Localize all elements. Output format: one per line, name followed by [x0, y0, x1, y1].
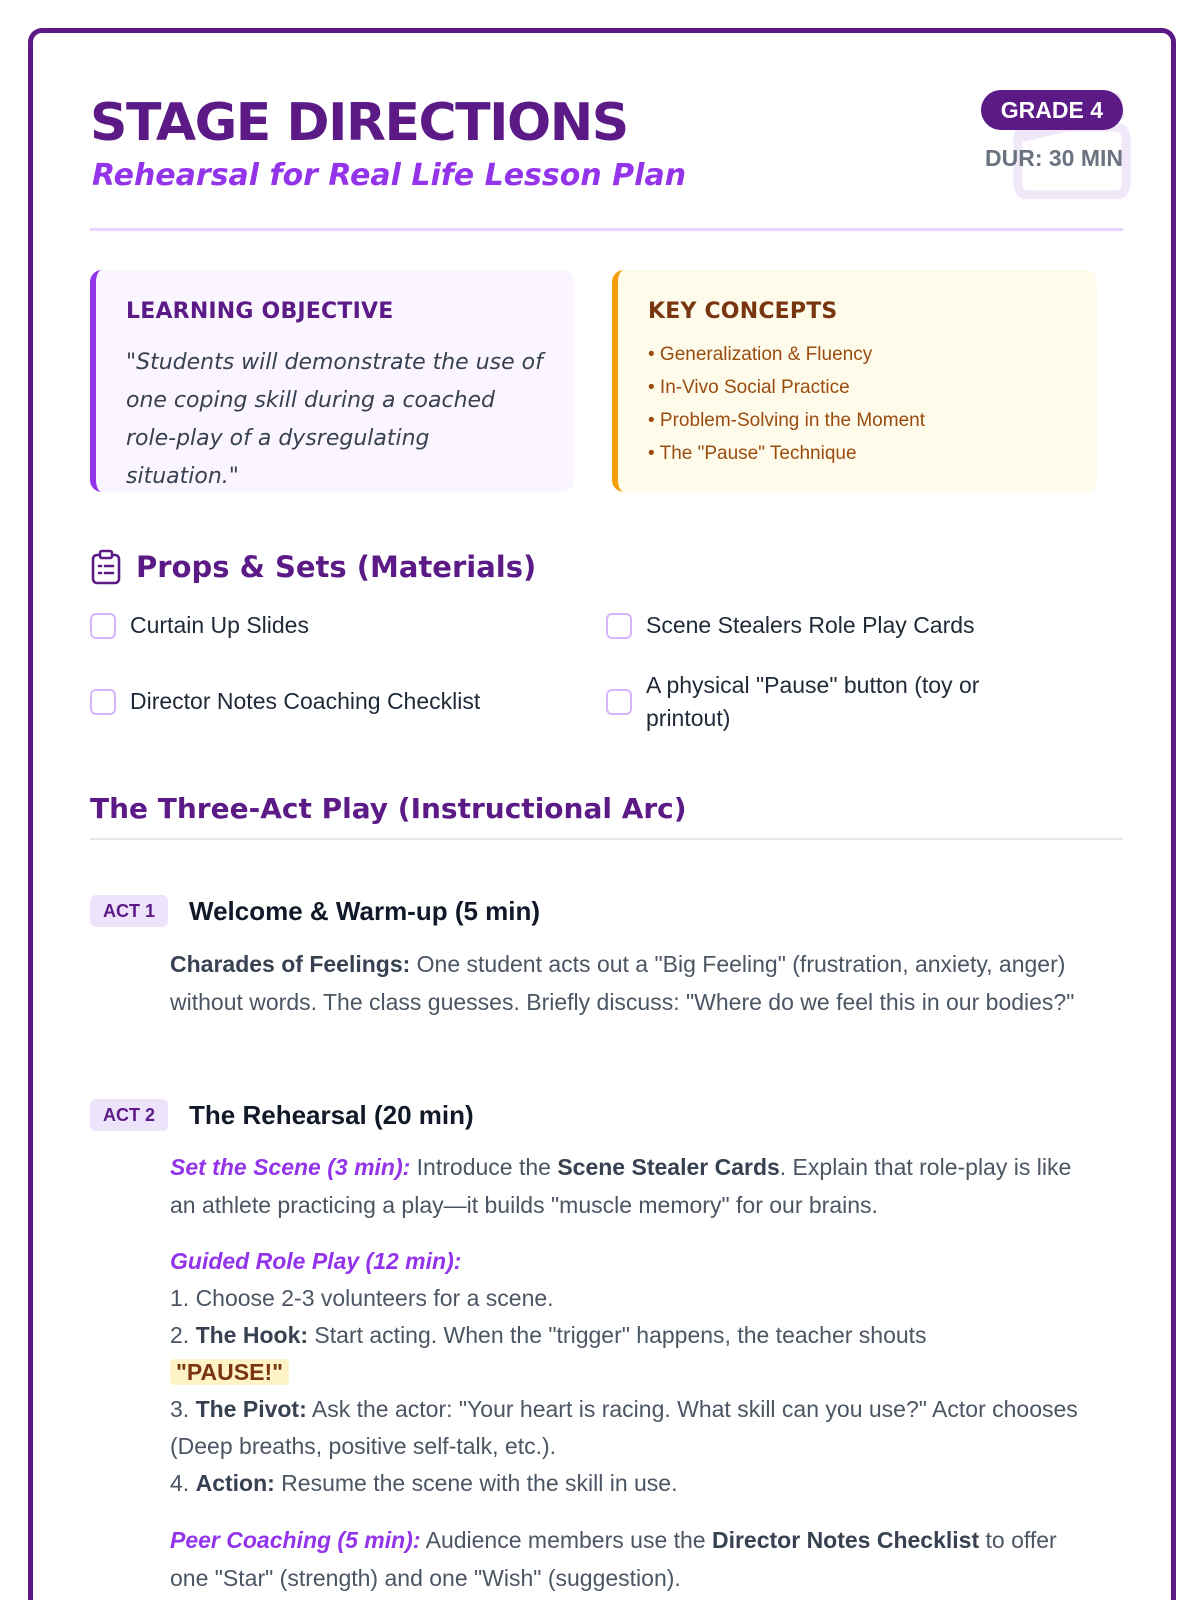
props-heading: Props & Sets (Materials): [136, 550, 537, 584]
act-2-header: [90, 1099, 474, 1131]
learning-objective-text: "Students will demonstrate the use of one coping skill during a coached role-play of a dysregulating situation.": [126, 350, 543, 489]
step-bold: The Hook:: [195, 1322, 309, 1348]
step-number: 2.: [170, 1322, 196, 1348]
guided-step-4: [170, 1465, 1100, 1502]
set-the-scene-text-cont: . Explain that role-play is like an athlete practicing a play—it builds "muscle memory" for our brains.: [170, 1154, 1072, 1218]
step-text: Start acting. When the "trigger" happens, the teacher shouts: [308, 1322, 927, 1348]
act-title: Welcome & Warm-up (5 min): [189, 895, 541, 926]
peer-coaching-text-cont: to offer one "Star" (strength) and one "Wish" (suggestion).: [170, 1527, 1057, 1591]
act-1-lead: Charades of Feelings:: [170, 951, 411, 977]
prop-item-director-notes-checklist[interactable]: [90, 685, 570, 718]
guided-step-1: 1. Choose 2-3 volunteers for a scene.: [170, 1285, 554, 1311]
director-notes-ref: Director Notes Checklist: [711, 1527, 980, 1553]
key-concepts-heading: KEY CONCEPTS: [648, 299, 838, 324]
set-the-scene-text: Introduce the: [410, 1154, 558, 1180]
scene-stealer-cards-ref: Scene Stealer Cards: [557, 1154, 780, 1180]
guided-role-play-label: Guided Role Play (12 min):: [170, 1248, 462, 1274]
grade-badge: GRADE 4: [981, 90, 1123, 130]
pause-highlight: "PAUSE!": [170, 1359, 289, 1385]
step-number: 4.: [170, 1470, 196, 1496]
act-title: The Rehearsal (20 min): [189, 1099, 474, 1130]
key-concept-item: • The "Pause" Technique: [648, 443, 857, 464]
set-the-scene-step: [170, 1148, 1100, 1224]
act-1-description: [170, 945, 1100, 1021]
prop-checkbox[interactable]: [606, 613, 632, 639]
step-text: Ask the actor: "Your heart is racing. What skill can you use?" Actor chooses (Deep breaths, positive self-talk, etc.).: [170, 1396, 1078, 1459]
key-concepts-box: [612, 270, 1097, 492]
act-badge: ACT 1: [90, 895, 168, 927]
key-concept-item: • Generalization & Fluency: [648, 344, 873, 365]
lesson-plan-card: [28, 28, 1176, 1600]
prop-checkbox[interactable]: [90, 689, 116, 715]
guided-step-2: [170, 1317, 1100, 1354]
peer-coaching-text: Audience members use the: [420, 1527, 712, 1553]
peer-coaching-label: Peer Coaching (5 min):: [170, 1527, 421, 1553]
arc-divider: [90, 838, 1123, 840]
step-text: Resume the scene with the skill in use.: [274, 1470, 678, 1496]
prop-item-scene-stealers-cards[interactable]: [606, 609, 1066, 642]
key-concept-item: • Problem-Solving in the Moment: [648, 410, 925, 431]
key-concepts-list: [648, 338, 1069, 470]
learning-objective-heading: LEARNING OBJECTIVE: [126, 299, 394, 324]
prop-label: Director Notes Coaching Checklist: [130, 688, 481, 714]
prop-label: Scene Stealers Role Play Cards: [646, 612, 975, 638]
prop-item-pause-button[interactable]: [606, 669, 1026, 735]
props-section-header: [90, 545, 536, 589]
step-bold: Action:: [195, 1470, 275, 1496]
learning-objective-box: [90, 270, 574, 492]
prop-item-curtain-up-slides[interactable]: [90, 609, 570, 642]
arc-heading: The Three-Act Play (Instructional Arc): [90, 792, 687, 825]
prop-checkbox[interactable]: [606, 689, 632, 715]
prop-label: A physical "Pause" button (toy or printout): [646, 672, 980, 731]
act-1-header: [90, 895, 540, 927]
prop-label: Curtain Up Slides: [130, 612, 309, 638]
set-the-scene-label: Set the Scene (3 min):: [170, 1154, 411, 1180]
guided-step-3: [170, 1391, 1100, 1465]
key-concept-item: • In-Vivo Social Practice: [648, 377, 850, 398]
header-divider: [90, 228, 1123, 231]
step-number: 3.: [170, 1396, 196, 1422]
step-bold: The Pivot:: [195, 1396, 307, 1422]
guided-role-play-step: [170, 1243, 1100, 1502]
act-1-text: One student acts out a "Big Feeling" (frustration, anxiety, anger) without words. The class guesses. Briefly discuss: "Where do we feel this in our bodies?": [170, 951, 1075, 1015]
duration-label: DUR: 30 MIN: [984, 145, 1123, 171]
guided-step-2-cont: [170, 1354, 1100, 1391]
page-subtitle: Rehearsal for Real Life Lesson Plan: [92, 158, 687, 193]
page-title: STAGE DIRECTIONS: [90, 93, 628, 153]
act-badge: ACT 2: [90, 1099, 168, 1131]
peer-coaching-step: [170, 1521, 1100, 1597]
clipboard-icon: [90, 549, 122, 585]
prop-checkbox[interactable]: [90, 613, 116, 639]
